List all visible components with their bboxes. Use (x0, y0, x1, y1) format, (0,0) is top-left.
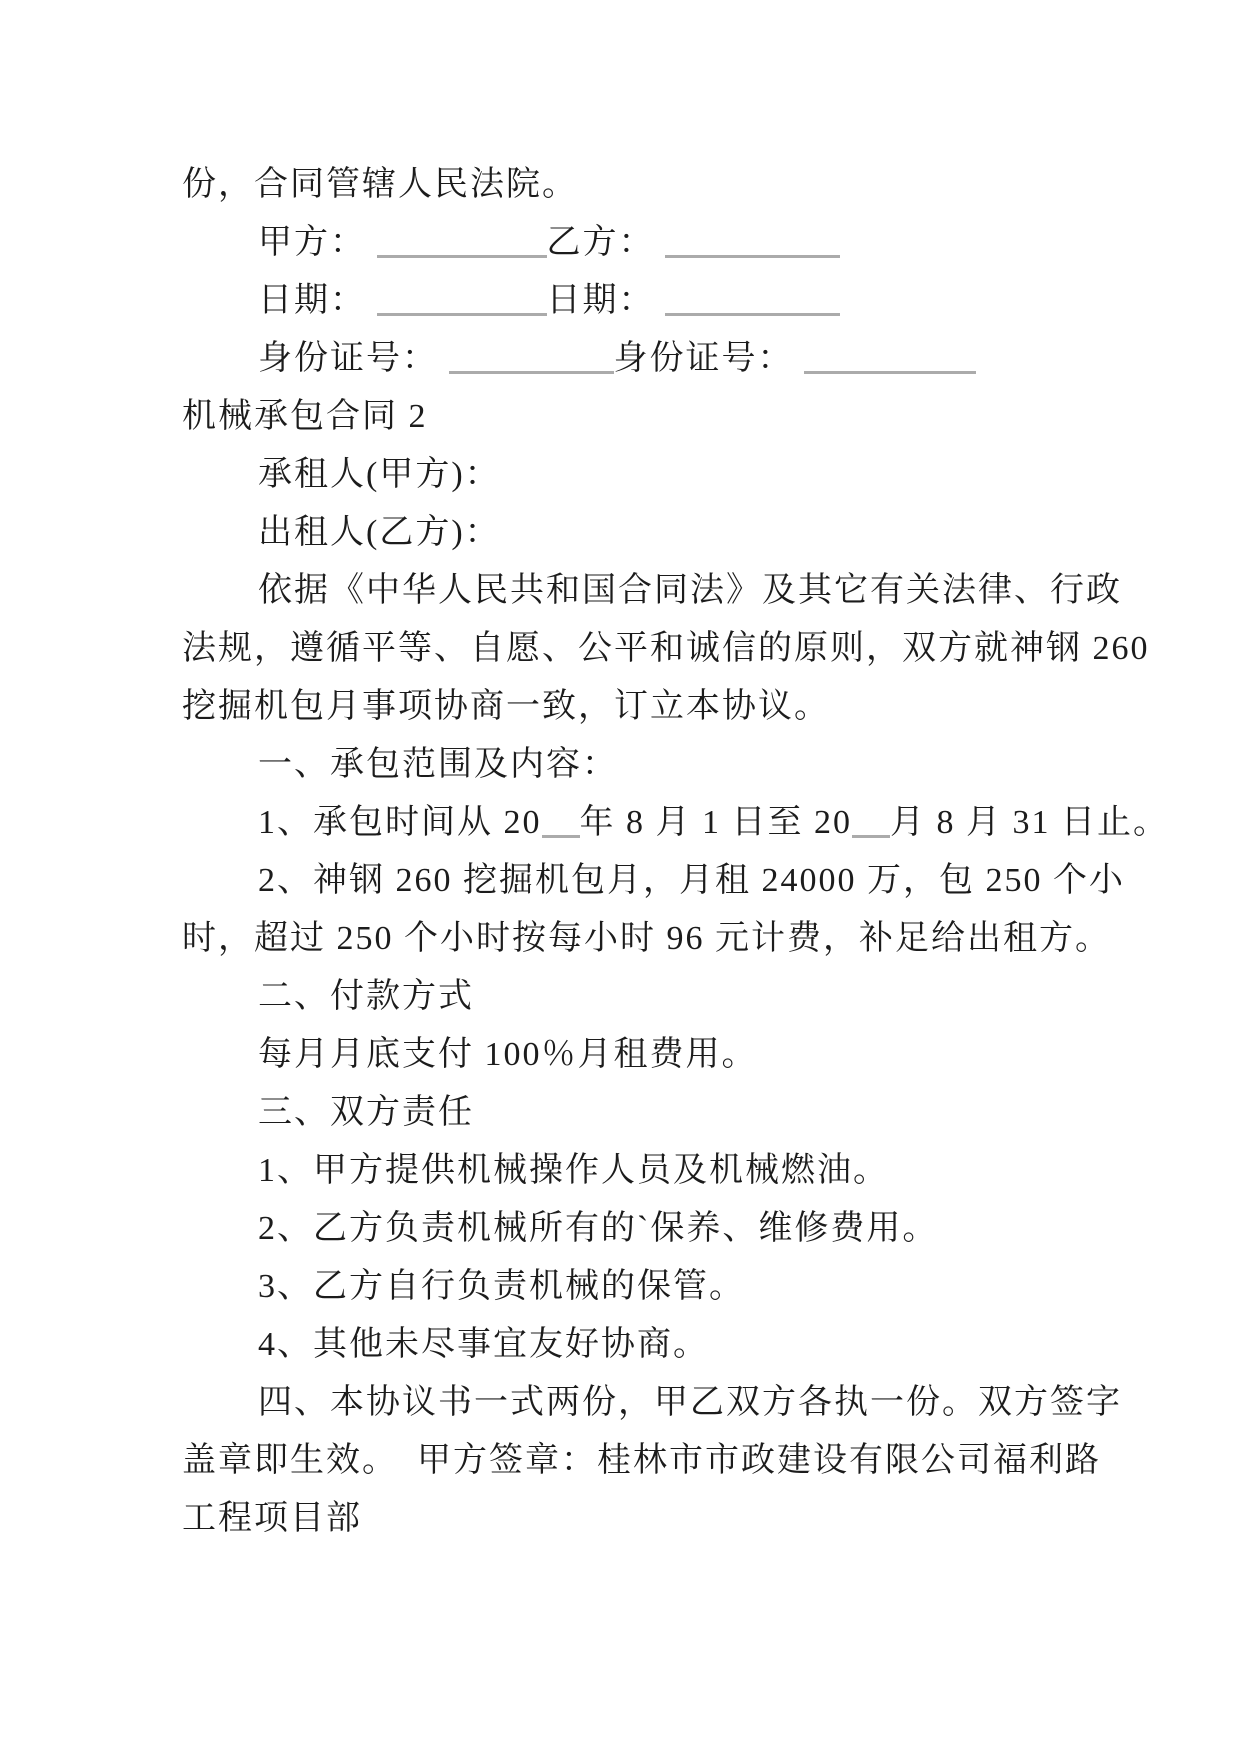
text-line (182, 968, 1201, 1026)
text-segment: 出租人(乙方)： (258, 514, 501, 551)
text-segment: 月 8 月 31 日止。 (890, 804, 1169, 841)
fill-in-blank-line (665, 228, 840, 258)
text-segment: 三、双方责任 (258, 1094, 474, 1131)
fill-in-blank-line (542, 808, 580, 838)
text-segment: 一、承包范围及内容： (258, 746, 618, 783)
fill-in-blank-line (377, 228, 547, 258)
text-segment: 时，超过 250 个小时按每小时 96 元计费，补足给出租方。 (182, 920, 1111, 957)
text-segment: 日期： (546, 282, 665, 319)
text-segment: 身份证号： (613, 340, 804, 377)
text-line (182, 1200, 1201, 1258)
text-line (182, 1084, 1201, 1142)
text-segment: 二、付款方式 (258, 978, 474, 1015)
text-line (182, 1026, 1201, 1084)
text-line (182, 910, 1201, 968)
text-line (182, 1316, 1201, 1374)
text-line (182, 736, 1201, 794)
text-segment: 身份证号： (258, 340, 449, 377)
text-line (182, 794, 1201, 852)
fill-in-blank-line (804, 344, 976, 374)
text-line (182, 446, 1201, 504)
text-segment: 4、其他未尽事宜友好协商。 (258, 1326, 709, 1363)
text-segment: 机械承包合同 2 (182, 398, 428, 435)
text-segment: 每月月底支付 100％月租费用。 (258, 1036, 758, 1073)
text-segment: 盖章即生效。 甲方签章：桂林市市政建设有限公司福利路 (182, 1442, 1101, 1479)
text-segment: 年 8 月 1 日至 20 (579, 804, 852, 841)
text-line (182, 272, 1201, 330)
text-segment: 承租人(甲方)： (258, 456, 501, 493)
text-line (182, 330, 1201, 388)
text-segment: 法规，遵循平等、自愿、公平和诚信的原则，双方就神钢 260 (182, 630, 1150, 667)
text-segment: 挖掘机包月事项协商一致，订立本协议。 (182, 688, 830, 725)
text-segment: 1、甲方提供机械操作人员及机械燃油。 (258, 1152, 889, 1189)
text-line (182, 1258, 1201, 1316)
text-segment: 依据《中华人民共和国合同法》及其它有关法律、行政 (258, 572, 1122, 609)
text-line (182, 852, 1201, 910)
text-segment: 工程项目部 (182, 1500, 362, 1537)
text-line (182, 620, 1201, 678)
fill-in-blank-line (449, 344, 614, 374)
text-line (182, 156, 1201, 214)
text-line (182, 504, 1201, 562)
text-segment: 2、神钢 260 挖掘机包月，月租 24000 万，包 250 个小 (258, 862, 1125, 899)
text-segment: 3、乙方自行负责机械的保管。 (258, 1268, 745, 1305)
fill-in-blank-line (665, 286, 840, 316)
text-segment: 2、乙方负责机械所有的`保养、维修费用。 (258, 1210, 939, 1247)
text-line (182, 1432, 1201, 1490)
text-segment: 份，合同管辖人民法院。 (182, 166, 578, 203)
text-line (182, 678, 1201, 736)
text-line (182, 562, 1201, 620)
text-line (182, 1142, 1201, 1200)
text-segment: 日期： (258, 282, 377, 319)
text-segment: 1、承包时间从 20 (258, 804, 542, 841)
text-segment: 甲方： (258, 224, 377, 261)
text-line (182, 214, 1201, 272)
text-line (182, 1490, 1201, 1548)
fill-in-blank-line (377, 286, 547, 316)
fill-in-blank-line (852, 808, 890, 838)
text-line (182, 1374, 1201, 1432)
text-segment: 乙方： (546, 224, 665, 261)
text-line (182, 388, 1201, 446)
text-segment: 四、本协议书一式两份，甲乙双方各执一份。双方签字 (258, 1384, 1122, 1421)
